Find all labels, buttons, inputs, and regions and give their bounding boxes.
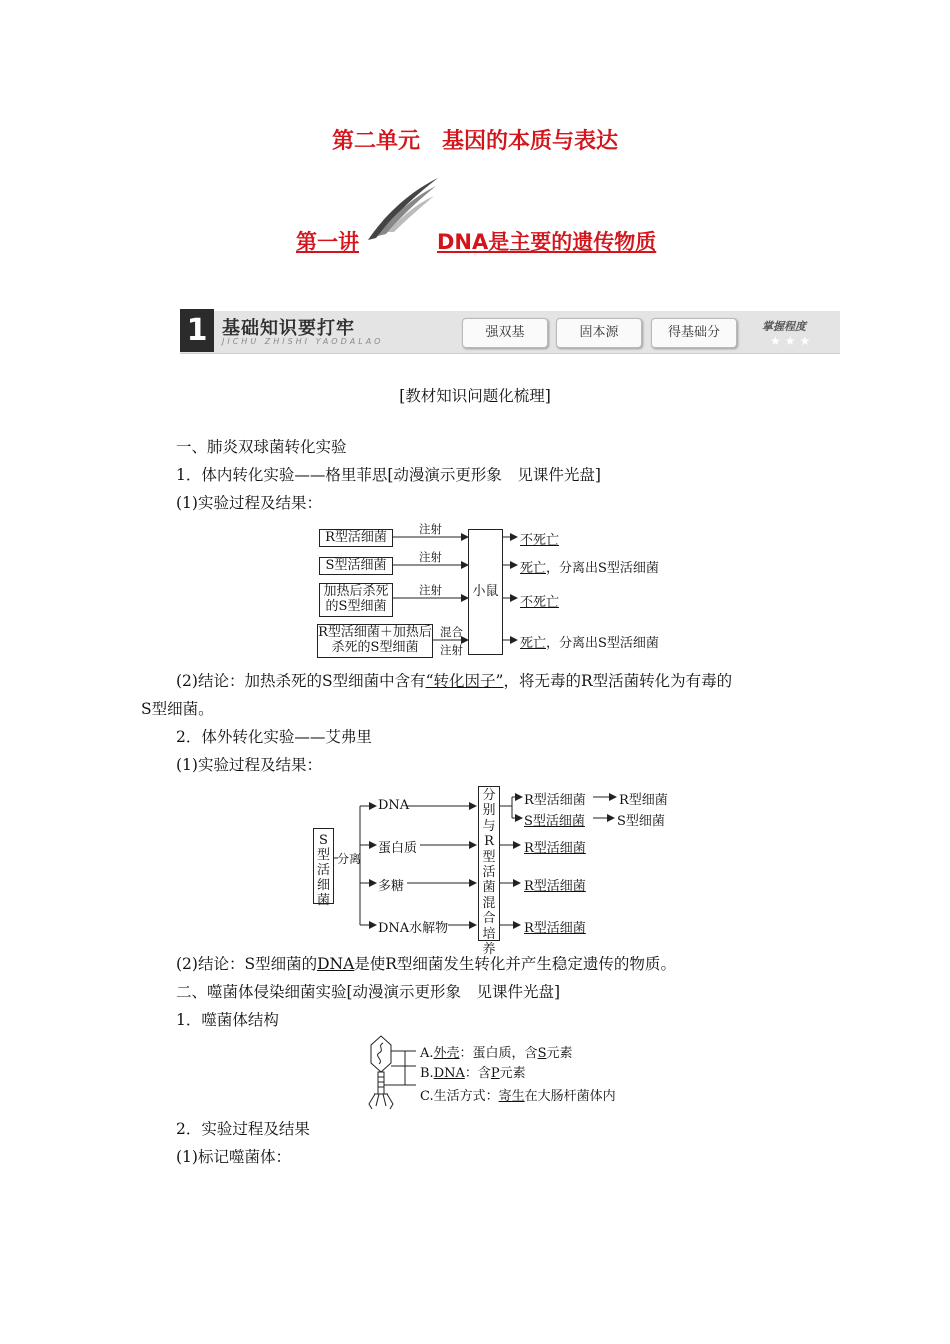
structure-a-mid: ：蛋白质，含	[459, 1046, 538, 1061]
banner-pinyin: JICHU ZHISHI YAODALAO	[222, 337, 384, 346]
part2-item2: 2．实验过程及结果	[176, 1120, 310, 1138]
structure-b-prefix: B.	[420, 1066, 434, 1081]
structure-c-prefix: C.生活方式：	[420, 1089, 499, 1104]
input-s-live: S型活细菌	[319, 557, 393, 575]
result-2-death: 死亡	[520, 561, 547, 576]
part1-item1: 1．体内转化实验——格里菲思[动漫演示更形象 见课件光盘]	[176, 466, 601, 484]
banner-title: 基础知识要打牢	[222, 318, 355, 339]
result-3: 不死亡	[520, 595, 560, 610]
part1-sub2: (1)实验过程及结果：	[176, 756, 322, 774]
banner-number: 1	[180, 309, 214, 352]
action-separate: 分离	[337, 852, 362, 866]
concl1-text-a: (2)结论：加热杀死的S型细菌中含有	[176, 672, 426, 690]
component-polysaccharide: 多糖	[378, 879, 405, 894]
mastery-label: 掌握程度	[762, 320, 806, 333]
structure-a	[420, 1042, 572, 1061]
part1-sub1: (1)实验过程及结果：	[176, 494, 322, 512]
avery-result-3: R型活细菌	[524, 841, 586, 856]
component-protein: 蛋白质	[378, 841, 418, 856]
mix-culture-box: 分别与R型活菌混合培养	[478, 786, 500, 941]
part1-conclusion2	[176, 953, 676, 975]
concl2-text-a: (2)结论：S型细菌的	[176, 955, 318, 973]
structure-b-dna: DNA	[433, 1066, 465, 1081]
mastery-stars: ★★★	[770, 334, 815, 348]
unit-subtitle: 基因的本质与表达	[442, 129, 619, 154]
part1-item2: 2．体外转化实验——艾弗里	[176, 728, 372, 746]
structure-b-element: P	[490, 1066, 500, 1081]
input-mixed: R型活细菌＋加热后杀死的S型细菌	[317, 624, 433, 658]
button-dejichufen[interactable]: 得基础分	[651, 318, 737, 348]
part2-heading: 二、噬菌体侵染细菌实验[动漫演示更形象 见课件光盘]	[176, 983, 561, 1001]
avery-result-4: R型活细菌	[524, 879, 586, 894]
part2-item1: 1．噬菌体结构	[176, 1011, 279, 1029]
unit-number: 第二单元	[331, 129, 420, 154]
result-4-death: 死亡	[520, 636, 547, 651]
section-title: [教材知识问题化梳理]	[399, 387, 551, 405]
action-inject-4: 注射	[440, 643, 463, 657]
lecture-title: DNA是主要的遗传物质	[437, 230, 657, 254]
concl1-text-b: ，将无毒的R型活菌转化为有毒的	[503, 672, 733, 690]
phage-icon	[360, 1033, 420, 1113]
result-2: 死亡，分离出S型活细菌	[520, 561, 659, 576]
structure-b-mid: ：含	[464, 1066, 491, 1081]
action-inject-3: 注射	[419, 583, 442, 597]
result-1: 不死亡	[520, 533, 560, 548]
component-dna-hydrolysate: DNA水解物	[378, 921, 449, 936]
concl1-blank: “转化因子”	[425, 672, 504, 690]
part1-heading: 一、肺炎双球菌转化实验	[176, 438, 347, 456]
center-mouse: 小鼠	[468, 529, 503, 655]
part2-sub: (1)标记噬菌体：	[176, 1148, 291, 1166]
button-qiangshuangji[interactable]: 强双基	[462, 318, 548, 348]
structure-a-prefix: A.	[420, 1046, 434, 1061]
action-mix: 混合	[440, 625, 463, 639]
source-s-live: S型活细菌	[313, 828, 334, 904]
avery-result-2: S型活细菌	[524, 814, 585, 829]
structure-a-shell: 外壳	[433, 1046, 460, 1061]
structure-b	[420, 1062, 526, 1081]
avery-result-1: R型活细菌	[524, 793, 586, 808]
structure-c	[420, 1085, 616, 1104]
structure-a-element: S	[537, 1046, 547, 1061]
structure-a-suffix: 元素	[546, 1046, 573, 1061]
lecture-label: 第一讲	[296, 230, 359, 254]
part1-conclusion1-cont: S型细菌。	[141, 700, 214, 718]
concl2-blank: DNA	[317, 955, 355, 973]
action-inject-2: 注射	[419, 550, 442, 564]
concl2-text-b: 是使R型细菌发生转化并产生稳定遗传的物质。	[354, 955, 676, 973]
input-s-heat-killed: 加热后杀死的S型细菌	[319, 583, 393, 617]
structure-b-suffix: 元素	[499, 1066, 526, 1081]
avery-final-r: R型细菌	[619, 793, 668, 808]
avery-result-5: R型活细菌	[524, 921, 586, 936]
button-gubenyuan[interactable]: 固本源	[556, 318, 642, 348]
result-4: 死亡，分离出S型活细菌	[520, 636, 659, 651]
structure-c-suffix: 在大肠杆菌体内	[524, 1089, 616, 1104]
avery-final-s: S型细菌	[617, 814, 665, 829]
component-dna: DNA	[378, 798, 410, 813]
structure-c-parasitic: 寄生	[498, 1089, 525, 1104]
action-inject-1: 注射	[419, 522, 442, 536]
input-r-live: R型活细菌	[319, 529, 393, 547]
